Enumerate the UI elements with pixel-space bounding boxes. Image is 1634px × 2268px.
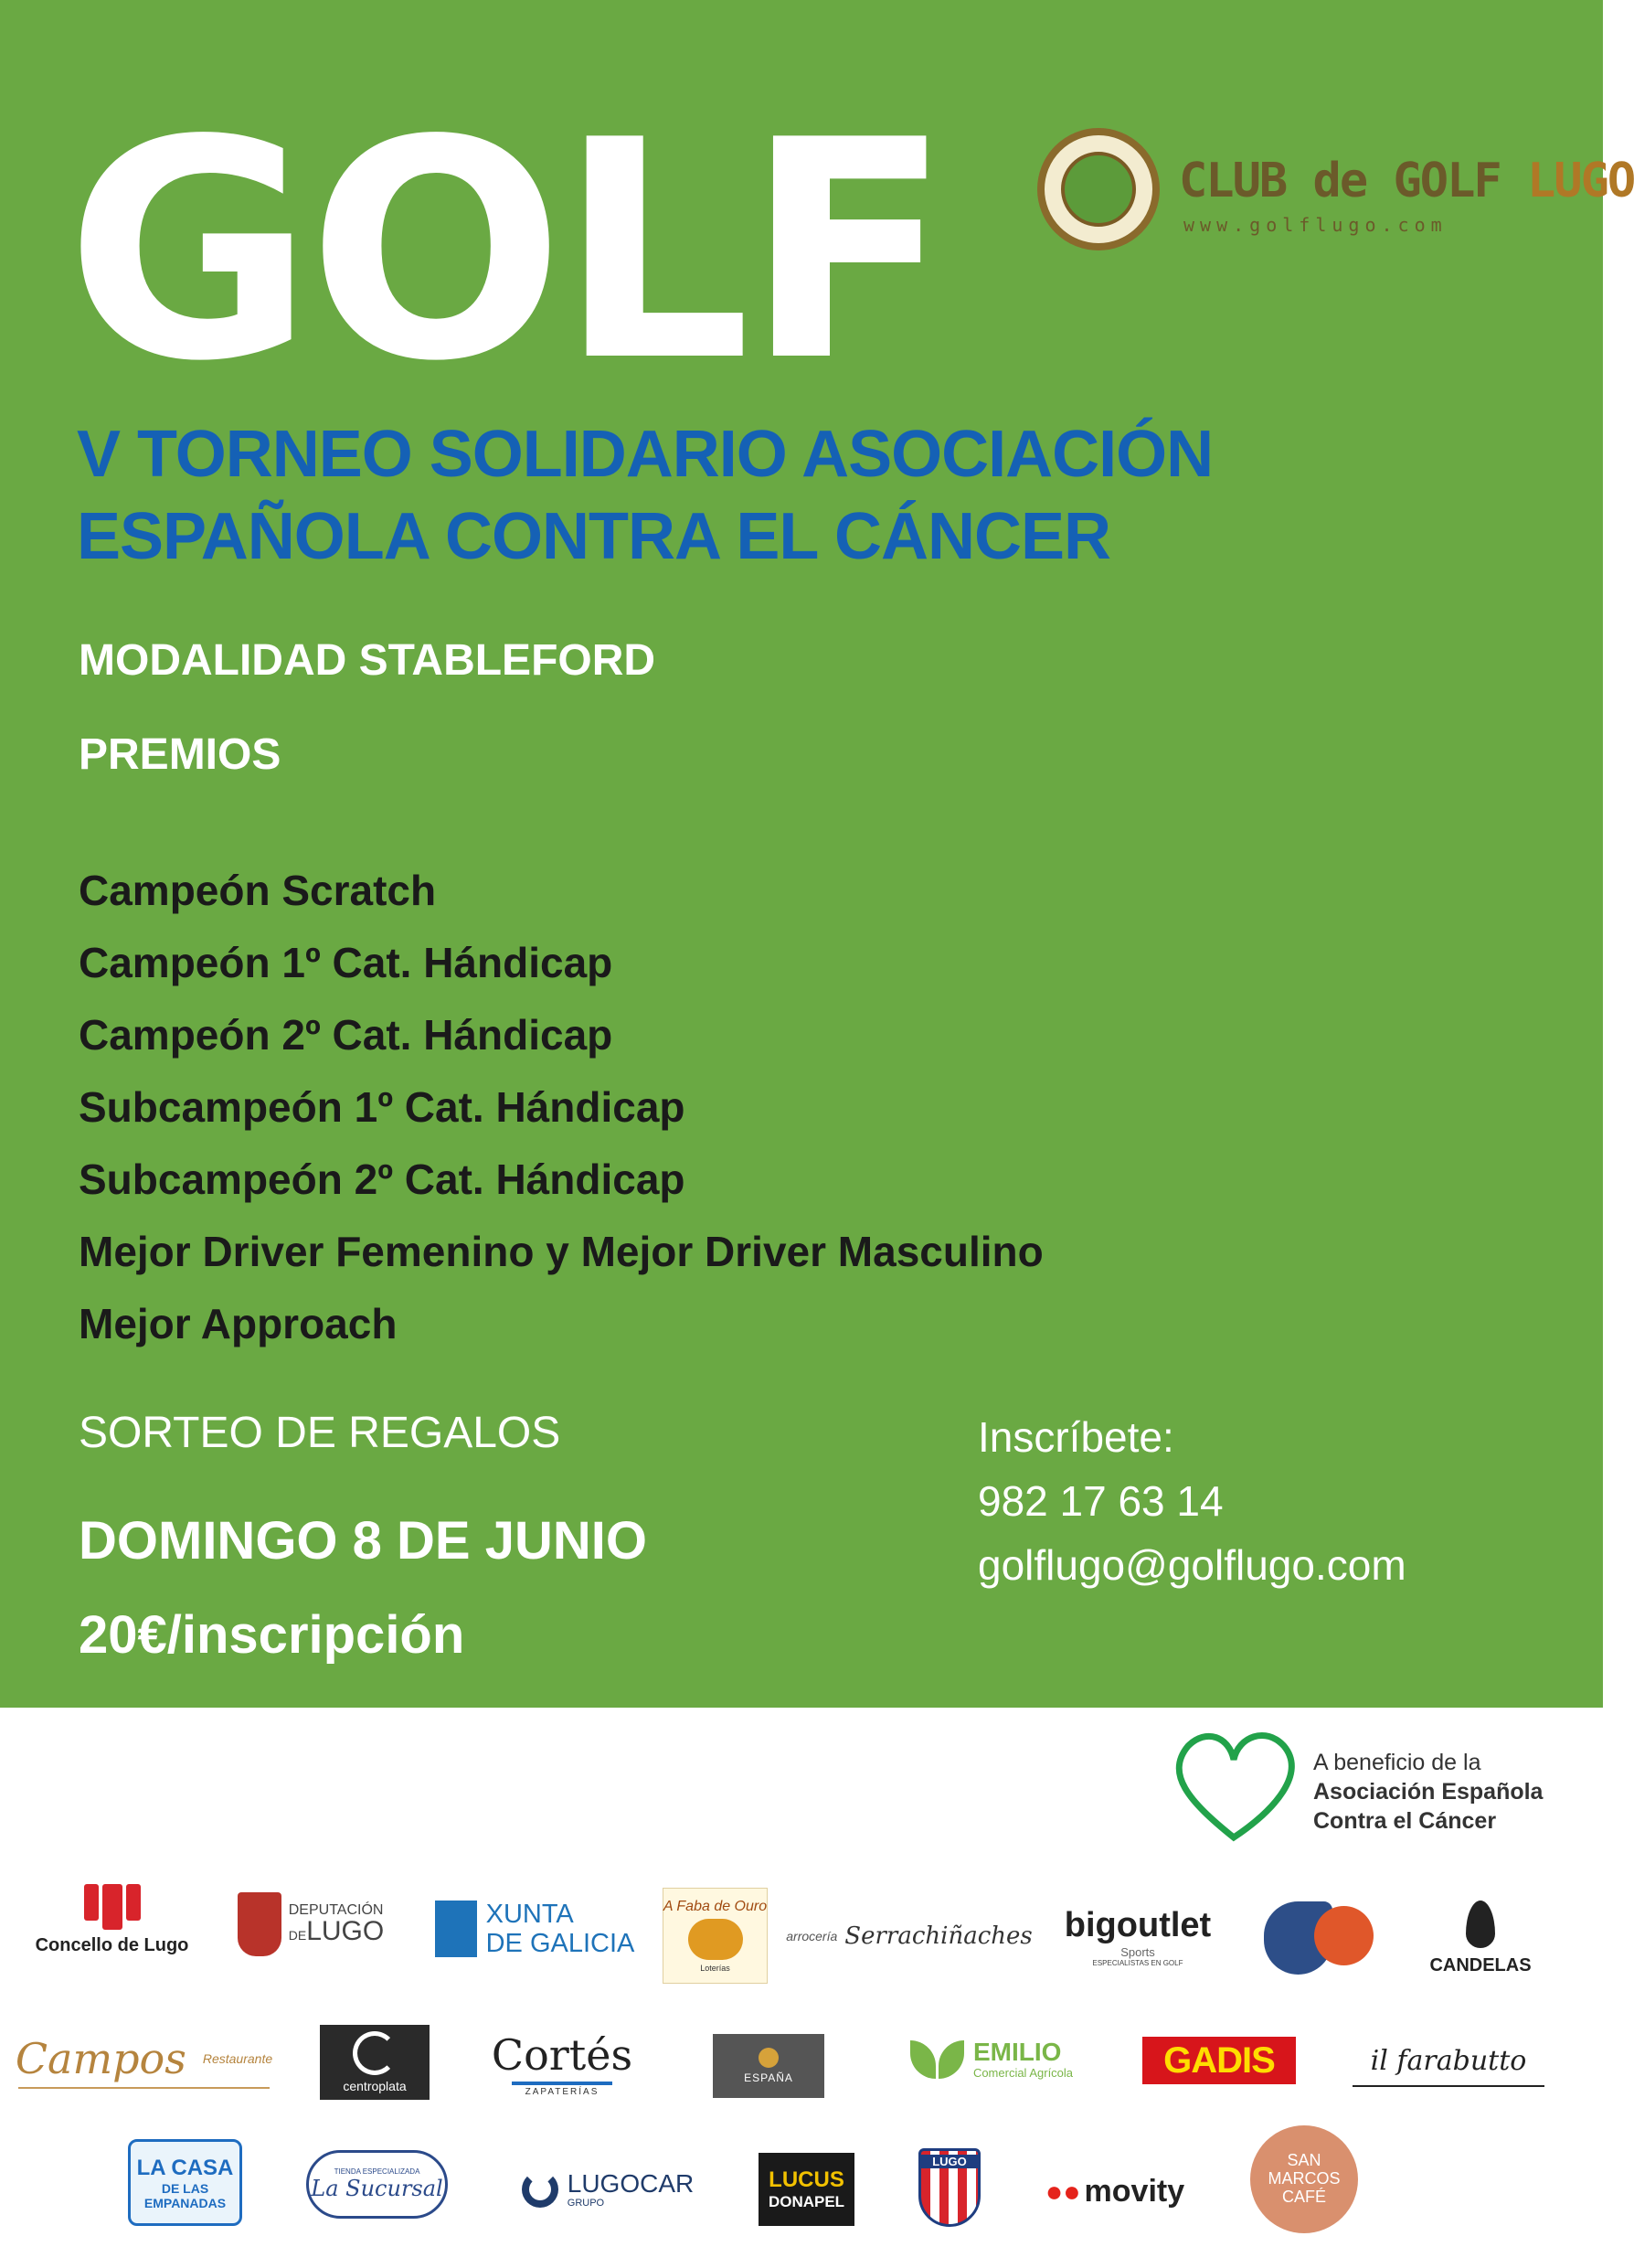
sponsor-label: LUGO bbox=[921, 2155, 978, 2168]
sponsor-label: Cortés bbox=[491, 2030, 633, 2080]
club-seal-icon bbox=[1037, 128, 1160, 250]
flame-icon bbox=[1466, 1901, 1495, 1948]
prize-item: Campeón Scratch bbox=[79, 867, 437, 914]
lugocar-icon bbox=[522, 2171, 558, 2208]
xunta-icon bbox=[435, 1901, 477, 1957]
sponsor-label: big bbox=[1064, 1905, 1117, 1944]
sponsor-label: Restaurante bbox=[202, 2050, 273, 2066]
sponsor-label: ESPECIALISTAS EN GOLF bbox=[1092, 1958, 1183, 1967]
headline-line-1: V TORNEO SOLIDARIO ASOCIACIÓN bbox=[77, 418, 1214, 491]
sponsor-label: LA CASA bbox=[136, 2155, 234, 2180]
sponsor-label: TIENDA ESPECIALIZADA bbox=[334, 2167, 420, 2176]
prize-item: Mejor Driver Femenino y Mejor Driver Masculino bbox=[79, 1228, 1044, 1275]
prize-item: Subcampeón 1º Cat. Hándicap bbox=[79, 1083, 685, 1131]
leaf-icon bbox=[910, 2040, 964, 2079]
sponsor-xunta-de-galicia bbox=[430, 1897, 640, 1961]
sponsor-label: Loterías bbox=[700, 1964, 730, 1973]
contact-email[interactable]: golflugo@golflugo.com bbox=[978, 1541, 1406, 1589]
sponsor-label: CAFÉ bbox=[1281, 2187, 1326, 2206]
beneficiary-line-1: A beneficio de la bbox=[1313, 1750, 1481, 1775]
divider bbox=[512, 2082, 612, 2085]
sponsor-label: EMILIO bbox=[972, 2037, 1062, 2066]
lion-basketball-icon bbox=[1264, 1897, 1374, 1979]
movity-icon: ●● bbox=[1045, 2175, 1081, 2208]
prize-list bbox=[79, 855, 1044, 1360]
sponsor-a-faba-de-ouro bbox=[663, 1888, 768, 1984]
tournament-headline bbox=[77, 413, 1213, 578]
headline-line-2: ESPAÑOLA CONTRA EL CÁNCER bbox=[77, 500, 1111, 573]
club-de-golf-lugo-logo bbox=[1037, 128, 1634, 256]
sponsor-concello-de-lugo bbox=[27, 1874, 196, 1965]
heart-icon bbox=[1161, 1719, 1307, 1856]
prize-item: Subcampeón 2º Cat. Hándicap bbox=[79, 1155, 685, 1203]
concello-icon bbox=[84, 1884, 141, 1930]
golf-title: GOLF bbox=[66, 76, 947, 427]
emblem-icon bbox=[759, 2048, 779, 2068]
modalidad-label: MODALIDAD STABLEFORD bbox=[79, 636, 656, 685]
sponsor-label: LUCUS bbox=[769, 2167, 844, 2192]
sponsor-cd-lugo bbox=[917, 2146, 982, 2229]
sponsor-label: il farabutto bbox=[1370, 2045, 1527, 2077]
sponsor-label: LUGO bbox=[306, 1916, 385, 1946]
sponsor-label: DEPUTACIÓN bbox=[288, 1902, 384, 1918]
sponsor-espana bbox=[713, 2034, 824, 2098]
premios-heading: PREMIOS bbox=[79, 730, 281, 779]
sponsor-big-outlet bbox=[1051, 1900, 1225, 1973]
prize-item: Campeón 2º Cat. Hándicap bbox=[79, 1011, 613, 1059]
sponsor-label: arrocería bbox=[786, 1928, 838, 1943]
sponsor-label: GADIS bbox=[1163, 2039, 1275, 2081]
aecc-beneficiary bbox=[1161, 1719, 1563, 1856]
sponsor-movity bbox=[1037, 2167, 1193, 2217]
bean-icon bbox=[688, 1919, 743, 1960]
sponsor-gadis bbox=[1142, 2037, 1296, 2084]
sponsor-lugocar-grupo bbox=[516, 2162, 699, 2217]
sorteo-label: SORTEO DE REGALOS bbox=[79, 1409, 561, 1457]
sponsor-candelas bbox=[1421, 1888, 1540, 1988]
sponsor-label: LUGOCAR bbox=[567, 2168, 695, 2198]
sponsor-label: Concello de Lugo bbox=[35, 1934, 189, 1955]
sponsor-arroceria bbox=[786, 1911, 1033, 1961]
sponsor-label: A Faba de Ouro bbox=[663, 1899, 768, 1914]
sponsor-label: DONAPEL bbox=[768, 2193, 845, 2210]
sponsor-campos-restaurante bbox=[15, 2029, 273, 2089]
sponsor-label: SAN bbox=[1287, 2151, 1321, 2170]
cd-lugo-shield-icon bbox=[918, 2148, 981, 2227]
sponsor-label: Campos bbox=[15, 2033, 186, 2083]
sponsor-basketball-club bbox=[1261, 1892, 1375, 1984]
beneficiary-line-3: Contra el Cáncer bbox=[1313, 1808, 1497, 1834]
club-name: CLUB de GOLF LUGO bbox=[1179, 154, 1634, 208]
sponsor-cortes-zapaterias bbox=[491, 2020, 633, 2107]
sponsor-deputacion-lugo bbox=[228, 1883, 393, 1965]
sponsor-la-casa-de-las-empanadas bbox=[128, 2139, 242, 2226]
sponsor-emilio-comercial-agricola bbox=[900, 2025, 1083, 2093]
prize-item: Campeón 1º Cat. Hándicap bbox=[79, 939, 613, 986]
centroplata-icon bbox=[353, 2031, 397, 2075]
sponsor-label: La Sucursal bbox=[311, 2176, 443, 2201]
prize-item: Mejor Approach bbox=[79, 1300, 398, 1347]
sponsor-centroplata bbox=[320, 2025, 430, 2100]
entry-price: 20€/inscripción bbox=[79, 1605, 465, 1665]
event-date: DOMINGO 8 DE JUNIO bbox=[79, 1511, 647, 1571]
sponsor-label: centroplata bbox=[343, 2079, 407, 2093]
sponsor-label: GRUPO bbox=[567, 2198, 605, 2209]
sponsor-label: movity bbox=[1084, 2174, 1185, 2209]
sponsor-san-marcos-cafe bbox=[1250, 2125, 1358, 2233]
contact-label: Inscríbete: bbox=[978, 1413, 1174, 1461]
coat-of-arms-icon bbox=[238, 1892, 281, 1956]
beneficiary-text bbox=[1313, 1748, 1543, 1836]
sponsor-label: MARCOS bbox=[1268, 2169, 1341, 2188]
sponsor-label: ZAPATERÍAS bbox=[525, 2087, 599, 2097]
beneficiary-line-2: Asociación Española bbox=[1313, 1779, 1544, 1805]
sponsor-label: ESPAÑA bbox=[744, 2071, 793, 2084]
sponsor-label: Sports bbox=[1120, 1944, 1155, 1959]
sponsor-la-sucursal bbox=[306, 2150, 448, 2219]
sponsor-lucus-donapel bbox=[759, 2153, 854, 2226]
sponsor-label: outlet bbox=[1116, 1905, 1212, 1944]
sponsor-label: CANDELAS bbox=[1429, 1954, 1532, 1975]
contact-phone[interactable]: 982 17 63 14 bbox=[978, 1477, 1224, 1525]
sponsor-label: XUNTA bbox=[485, 1900, 574, 1929]
sponsor-label: DE GALICIA bbox=[485, 1929, 635, 1958]
club-website: www.golflugo.com bbox=[1183, 214, 1448, 236]
sponsor-label: DE bbox=[288, 1928, 307, 1943]
sponsor-il-farabutto bbox=[1353, 2037, 1544, 2087]
sponsor-label: DE LAS bbox=[161, 2180, 209, 2196]
sponsor-label: EMPANADAS bbox=[143, 2195, 227, 2210]
sponsor-label: Serrachiñaches bbox=[844, 1922, 1033, 1950]
tree-emblem-icon bbox=[1061, 152, 1136, 227]
sponsor-label: Comercial Agrícola bbox=[972, 2065, 1074, 2080]
